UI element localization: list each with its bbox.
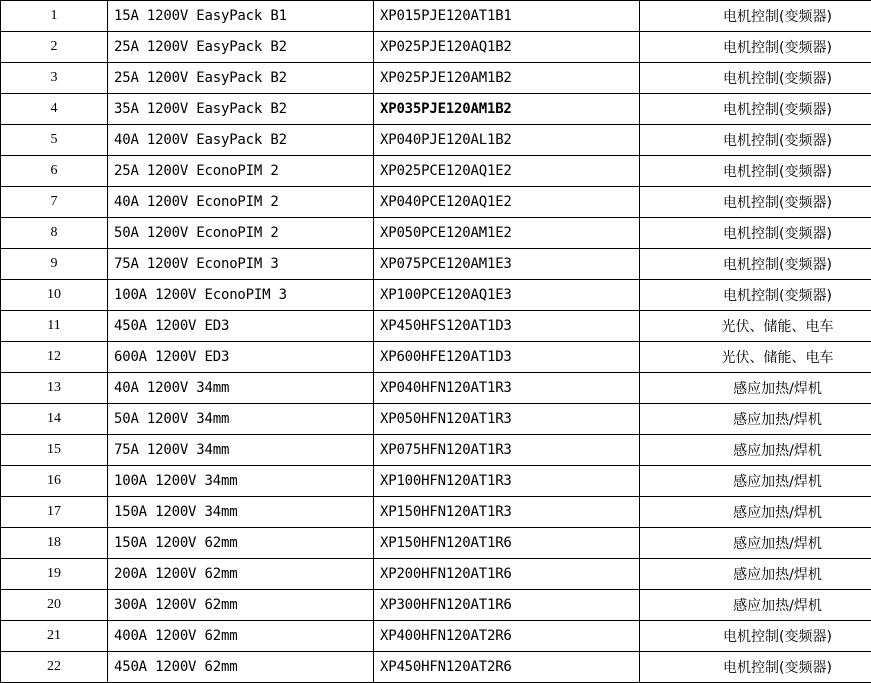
cell-part-number: XP075PCE120AM1E3 bbox=[374, 249, 640, 280]
table-row bbox=[1, 94, 871, 125]
cell-spec: 150A 1200V 62mm bbox=[108, 528, 374, 559]
cell-index: 1 bbox=[1, 1, 108, 32]
table-row bbox=[1, 311, 871, 342]
cell-index: 9 bbox=[1, 249, 108, 280]
table-row bbox=[1, 63, 871, 94]
cell-part-number: XP040PJE120AL1B2 bbox=[374, 125, 640, 156]
cell-part-number: XP025PJE120AQ1B2 bbox=[374, 32, 640, 63]
table-row bbox=[1, 435, 871, 466]
cell-spec: 100A 1200V 34mm bbox=[108, 466, 374, 497]
cell-spec: 50A 1200V EconoPIM 2 bbox=[108, 218, 374, 249]
table-row bbox=[1, 497, 871, 528]
cell-index: 5 bbox=[1, 125, 108, 156]
table-row bbox=[1, 466, 871, 497]
cell-application: 感应加热/焊机 bbox=[640, 435, 871, 466]
cell-application: 感应加热/焊机 bbox=[640, 404, 871, 435]
cell-spec: 25A 1200V EasyPack B2 bbox=[108, 63, 374, 94]
cell-part-number: XP600HFE120AT1D3 bbox=[374, 342, 640, 373]
cell-index: 6 bbox=[1, 156, 108, 187]
cell-application: 电机控制(变频器) bbox=[640, 187, 871, 218]
cell-spec: 200A 1200V 62mm bbox=[108, 559, 374, 590]
cell-part-number: XP100PCE120AQ1E3 bbox=[374, 280, 640, 311]
cell-application: 电机控制(变频器) bbox=[640, 280, 871, 311]
cell-part-number: XP450HFN120AT2R6 bbox=[374, 652, 640, 683]
cell-spec: 150A 1200V 34mm bbox=[108, 497, 374, 528]
cell-spec: 450A 1200V ED3 bbox=[108, 311, 374, 342]
cell-spec: 40A 1200V EasyPack B2 bbox=[108, 125, 374, 156]
cell-application: 光伏、储能、电车 bbox=[640, 342, 871, 373]
table-row bbox=[1, 652, 871, 683]
cell-application: 光伏、储能、电车 bbox=[640, 311, 871, 342]
cell-index: 21 bbox=[1, 621, 108, 652]
cell-spec: 450A 1200V 62mm bbox=[108, 652, 374, 683]
cell-application: 电机控制(变频器) bbox=[640, 156, 871, 187]
table-row bbox=[1, 342, 871, 373]
cell-part-number: XP075HFN120AT1R3 bbox=[374, 435, 640, 466]
cell-index: 18 bbox=[1, 528, 108, 559]
cell-spec: 600A 1200V ED3 bbox=[108, 342, 374, 373]
cell-part-number: XP050HFN120AT1R3 bbox=[374, 404, 640, 435]
table-row bbox=[1, 187, 871, 218]
cell-application: 感应加热/焊机 bbox=[640, 497, 871, 528]
cell-part-number: XP200HFN120AT1R6 bbox=[374, 559, 640, 590]
table-row bbox=[1, 32, 871, 63]
cell-part-number: XP100HFN120AT1R3 bbox=[374, 466, 640, 497]
cell-spec: 35A 1200V EasyPack B2 bbox=[108, 94, 374, 125]
cell-index: 17 bbox=[1, 497, 108, 528]
cell-spec: 300A 1200V 62mm bbox=[108, 590, 374, 621]
cell-part-number: XP040HFN120AT1R3 bbox=[374, 373, 640, 404]
cell-spec: 400A 1200V 62mm bbox=[108, 621, 374, 652]
cell-part-number: XP050PCE120AM1E2 bbox=[374, 218, 640, 249]
cell-part-number: XP040PCE120AQ1E2 bbox=[374, 187, 640, 218]
cell-index: 14 bbox=[1, 404, 108, 435]
table-row bbox=[1, 156, 871, 187]
cell-application: 电机控制(变频器) bbox=[640, 63, 871, 94]
cell-part-number: XP150HFN120AT1R3 bbox=[374, 497, 640, 528]
cell-index: 22 bbox=[1, 652, 108, 683]
cell-spec: 40A 1200V EconoPIM 2 bbox=[108, 187, 374, 218]
cell-part-number: XP025PCE120AQ1E2 bbox=[374, 156, 640, 187]
cell-spec: 50A 1200V 34mm bbox=[108, 404, 374, 435]
table-row bbox=[1, 404, 871, 435]
cell-application: 电机控制(变频器) bbox=[640, 621, 871, 652]
cell-part-number: XP300HFN120AT1R6 bbox=[374, 590, 640, 621]
cell-application: 感应加热/焊机 bbox=[640, 559, 871, 590]
cell-application: 电机控制(变频器) bbox=[640, 249, 871, 280]
cell-part-number: XP450HFS120AT1D3 bbox=[374, 311, 640, 342]
cell-application: 电机控制(变频器) bbox=[640, 1, 871, 32]
table-row bbox=[1, 1, 871, 32]
table-row bbox=[1, 559, 871, 590]
cell-spec: 75A 1200V 34mm bbox=[108, 435, 374, 466]
cell-index: 13 bbox=[1, 373, 108, 404]
cell-spec: 25A 1200V EconoPIM 2 bbox=[108, 156, 374, 187]
cell-spec: 100A 1200V EconoPIM 3 bbox=[108, 280, 374, 311]
cell-application: 电机控制(变频器) bbox=[640, 652, 871, 683]
cell-application: 电机控制(变频器) bbox=[640, 125, 871, 156]
cell-part-number: XP025PJE120AM1B2 bbox=[374, 63, 640, 94]
table-body bbox=[1, 1, 871, 683]
cell-part-number: XP035PJE120AM1B2 bbox=[374, 94, 640, 125]
cell-application: 感应加热/焊机 bbox=[640, 528, 871, 559]
cell-application: 感应加热/焊机 bbox=[640, 590, 871, 621]
table-row bbox=[1, 125, 871, 156]
cell-part-number: XP015PJE120AT1B1 bbox=[374, 1, 640, 32]
cell-spec: 25A 1200V EasyPack B2 bbox=[108, 32, 374, 63]
cell-index: 20 bbox=[1, 590, 108, 621]
cell-application: 感应加热/焊机 bbox=[640, 466, 871, 497]
cell-index: 12 bbox=[1, 342, 108, 373]
cell-index: 11 bbox=[1, 311, 108, 342]
cell-spec: 75A 1200V EconoPIM 3 bbox=[108, 249, 374, 280]
cell-part-number: XP400HFN120AT2R6 bbox=[374, 621, 640, 652]
cell-index: 7 bbox=[1, 187, 108, 218]
cell-index: 15 bbox=[1, 435, 108, 466]
cell-index: 10 bbox=[1, 280, 108, 311]
cell-index: 3 bbox=[1, 63, 108, 94]
table-row bbox=[1, 218, 871, 249]
cell-application: 电机控制(变频器) bbox=[640, 94, 871, 125]
cell-index: 2 bbox=[1, 32, 108, 63]
table-row bbox=[1, 621, 871, 652]
cell-index: 4 bbox=[1, 94, 108, 125]
cell-part-number: XP150HFN120AT1R6 bbox=[374, 528, 640, 559]
cell-index: 19 bbox=[1, 559, 108, 590]
table-row bbox=[1, 373, 871, 404]
cell-index: 8 bbox=[1, 218, 108, 249]
cell-application: 感应加热/焊机 bbox=[640, 373, 871, 404]
table-row bbox=[1, 528, 871, 559]
cell-spec: 40A 1200V 34mm bbox=[108, 373, 374, 404]
table-row bbox=[1, 249, 871, 280]
cell-application: 电机控制(变频器) bbox=[640, 218, 871, 249]
cell-application: 电机控制(变频器) bbox=[640, 32, 871, 63]
table-row bbox=[1, 280, 871, 311]
cell-index: 16 bbox=[1, 466, 108, 497]
table-row bbox=[1, 590, 871, 621]
cell-spec: 15A 1200V EasyPack B1 bbox=[108, 1, 374, 32]
